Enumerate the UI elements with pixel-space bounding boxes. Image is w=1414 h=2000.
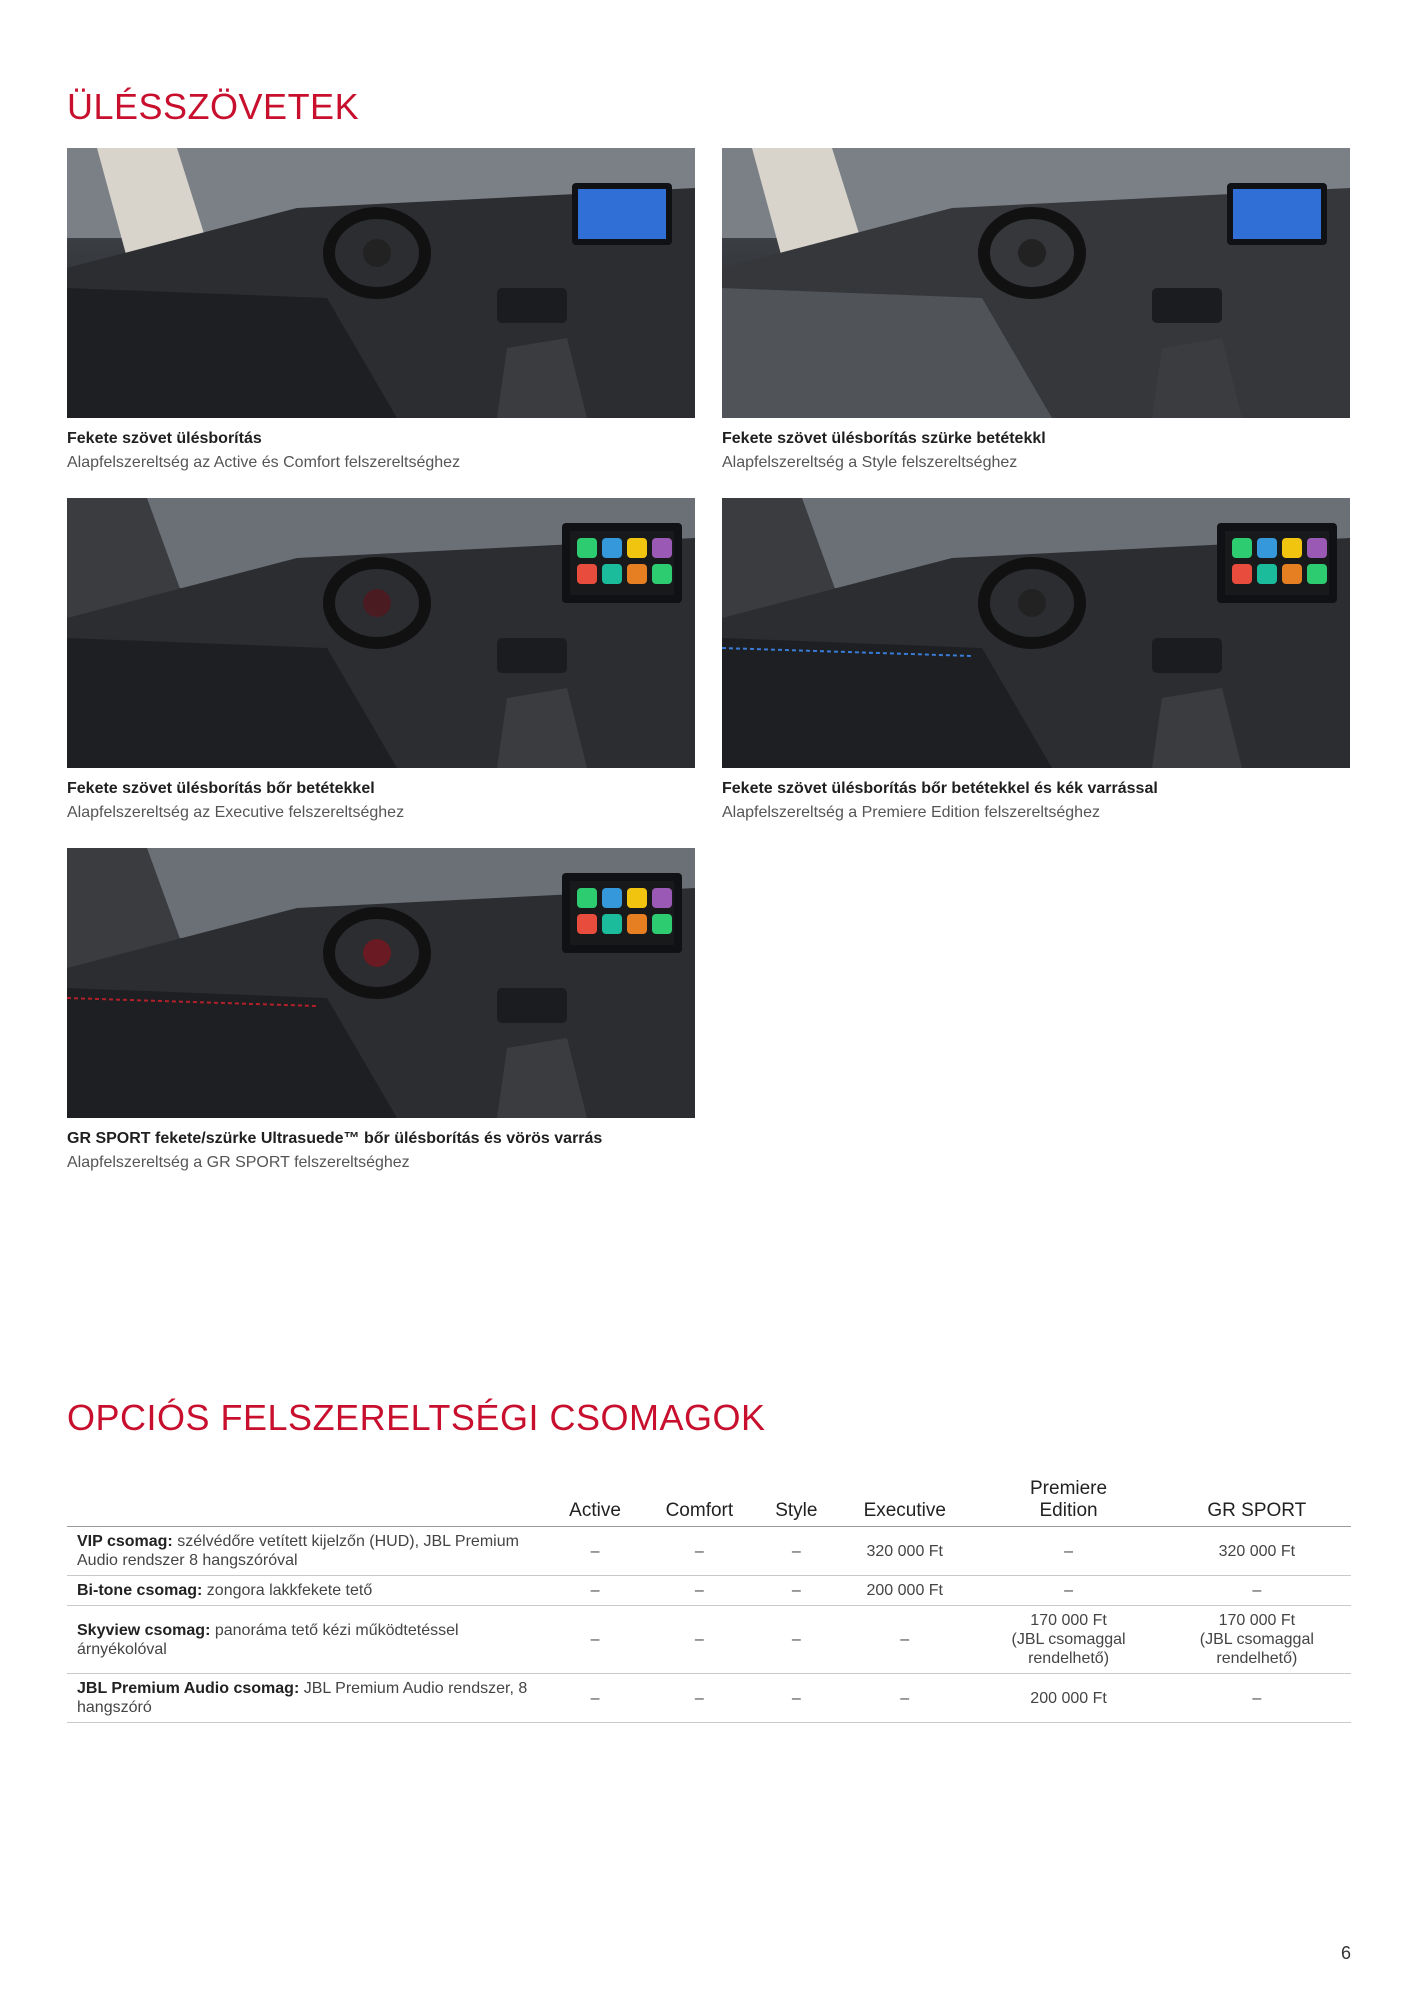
price-cell: – xyxy=(549,1527,641,1576)
price-cell: 200 000 Ft xyxy=(974,1674,1162,1723)
card-title: Fekete szövet ülésborítás szürke betétekkl xyxy=(722,430,1046,447)
card-title: Fekete szövet ülésborítás xyxy=(67,430,262,447)
price-cell: – xyxy=(758,1576,835,1606)
price-cell: – xyxy=(758,1674,835,1723)
car-interior-illustration xyxy=(67,148,695,418)
price-cell: – xyxy=(835,1606,974,1674)
table-row xyxy=(67,1527,1351,1576)
price-cell: – xyxy=(835,1674,974,1723)
price-cell: – xyxy=(1163,1674,1351,1723)
price-cell: – xyxy=(1163,1576,1351,1606)
price-cell: 320 000 Ft xyxy=(835,1527,974,1576)
seat-fabric-card xyxy=(722,498,1350,822)
price-cell: – xyxy=(641,1606,758,1674)
price-cell: – xyxy=(549,1606,641,1674)
car-interior-illustration xyxy=(67,848,695,1118)
price-cell: – xyxy=(641,1576,758,1606)
package-cell xyxy=(67,1674,549,1723)
price-cell: – xyxy=(758,1606,835,1674)
card-subtitle: Alapfelszereltség a Premiere Edition felszereltséghez xyxy=(722,804,1100,821)
header-executive: Executive xyxy=(835,1478,974,1527)
price-cell: – xyxy=(641,1527,758,1576)
card-title: Fekete szövet ülésborítás bőr betétekkel xyxy=(67,780,375,797)
package-cell xyxy=(67,1576,549,1606)
price-cell: – xyxy=(974,1527,1162,1576)
package-description: szélvédőre vetített kijelzőn (HUD), JBL Premium Audio rendszer 8 hangszóróval xyxy=(77,1533,519,1569)
seat-fabric-card xyxy=(67,498,695,822)
seat-fabric-card xyxy=(67,848,695,1172)
price-cell: – xyxy=(974,1576,1162,1606)
package-description: panoráma tető kézi működtetéssel árnyékolóval xyxy=(77,1621,459,1658)
seat-section-title: ÜLÉSSZÖVETEK xyxy=(67,86,360,127)
table-row xyxy=(67,1674,1351,1723)
car-interior-illustration xyxy=(722,498,1350,768)
card-subtitle: Alapfelszereltség a Style felszereltséghez xyxy=(722,454,1018,471)
header-active: Active xyxy=(549,1478,641,1527)
price-cell: – xyxy=(549,1576,641,1606)
package-name: Skyview csomag: xyxy=(77,1621,211,1639)
price-cell: – xyxy=(641,1674,758,1723)
header-style: Style xyxy=(758,1478,835,1527)
table-row xyxy=(67,1576,1351,1606)
card-subtitle: Alapfelszereltség a GR SPORT felszereltséghez xyxy=(67,1154,410,1171)
car-interior-photo xyxy=(67,848,695,1118)
package-description: zongora lakkfekete tető xyxy=(206,1582,373,1599)
price-cell: – xyxy=(758,1527,835,1576)
price-cell: – xyxy=(549,1674,641,1723)
table-header-row xyxy=(67,1478,1351,1527)
page-number: 6 xyxy=(1340,1943,1351,1963)
price-cell: 170 000 Ft (JBL csomaggal rendelhető) xyxy=(974,1606,1162,1674)
seat-fabric-card xyxy=(67,148,695,472)
car-interior-photo xyxy=(722,498,1350,768)
card-subtitle: Alapfelszereltség az Active és Comfort felszereltséghez xyxy=(67,454,461,471)
header-package xyxy=(67,1478,549,1527)
header-comfort: Comfort xyxy=(641,1478,758,1527)
header-premiere-edition: Premiere Edition xyxy=(974,1478,1162,1527)
package-name: VIP csomag: xyxy=(77,1533,173,1550)
price-cell: 170 000 Ft (JBL csomaggal rendelhető) xyxy=(1163,1606,1351,1674)
package-cell xyxy=(67,1606,549,1674)
package-description: JBL Premium Audio rendszer, 8 hangszóró xyxy=(77,1680,528,1716)
seat-fabric-card xyxy=(722,148,1350,472)
options-table xyxy=(67,1478,1351,1723)
car-interior-illustration xyxy=(722,148,1350,418)
package-name: JBL Premium Audio csomag: xyxy=(77,1680,300,1697)
table-row xyxy=(67,1606,1351,1674)
card-title: Fekete szövet ülésborítás bőr betétekkel és kék varrással xyxy=(722,780,1158,797)
car-interior-photo xyxy=(67,148,695,418)
price-cell: 320 000 Ft xyxy=(1163,1527,1351,1576)
card-subtitle: Alapfelszereltség az Executive felszereltséghez xyxy=(67,804,405,821)
options-section-title: OPCIÓS FELSZERELTSÉGI CSOMAGOK xyxy=(67,1397,766,1438)
header-gr-sport: GR SPORT xyxy=(1163,1478,1351,1527)
card-title: GR SPORT fekete/szürke Ultrasuede™ bőr ülésborítás és vörös varrás xyxy=(67,1130,603,1147)
car-interior-photo xyxy=(722,148,1350,418)
car-interior-photo xyxy=(67,498,695,768)
package-name: Bi-tone csomag: xyxy=(77,1582,203,1599)
car-interior-illustration xyxy=(67,498,695,768)
price-cell: 200 000 Ft xyxy=(835,1576,974,1606)
package-cell xyxy=(67,1527,549,1576)
